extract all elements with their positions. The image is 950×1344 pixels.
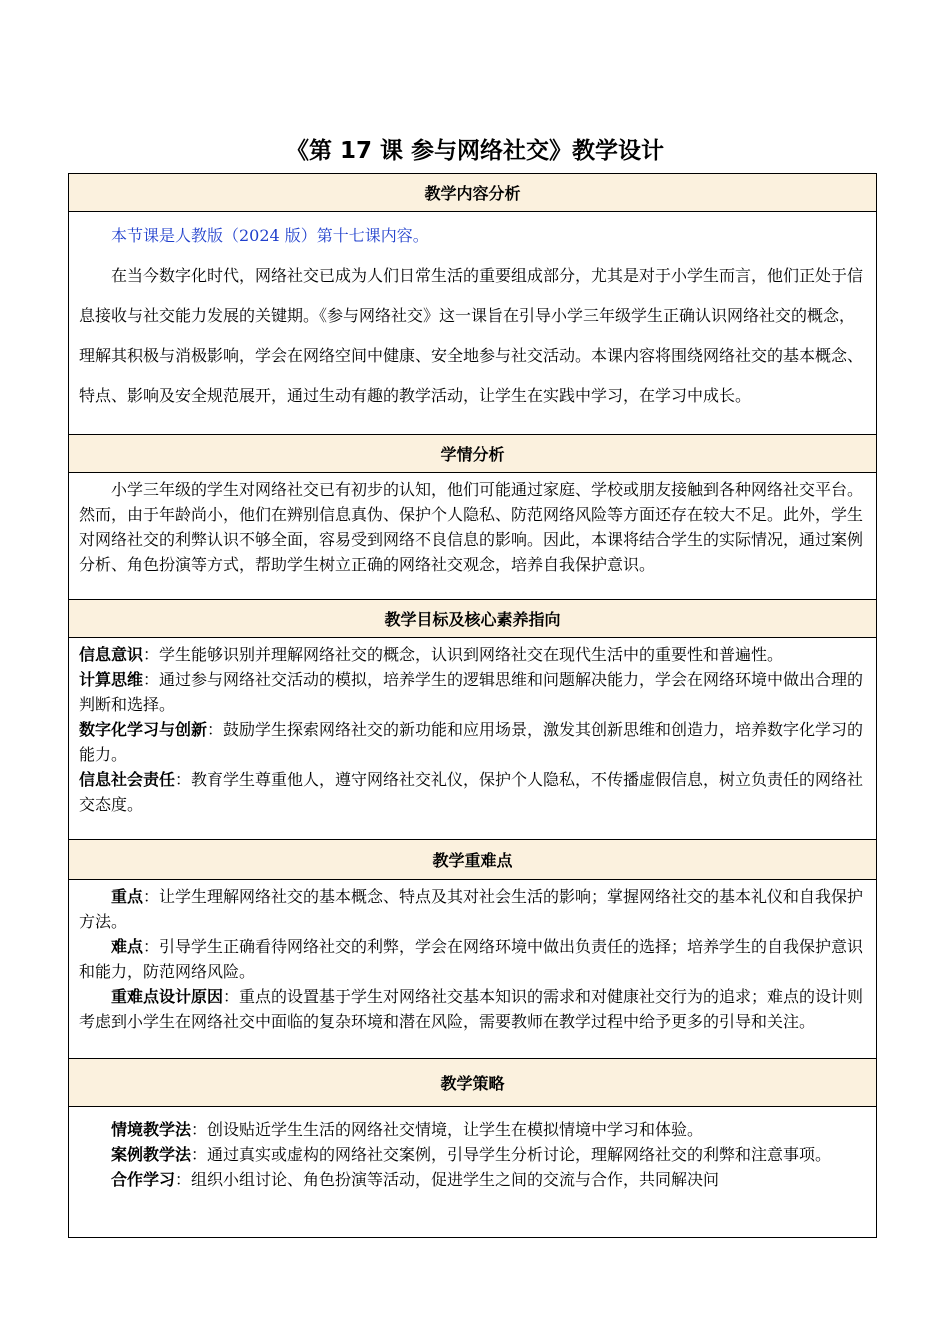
objective-item	[79, 767, 866, 817]
item-text: ：组织小组讨论、角色扮演等活动，促进学生之间的交流与合作，共同解决问	[175, 1170, 720, 1189]
objective-item	[79, 642, 866, 667]
paragraph: 在当今数字化时代，网络社交已成为人们日常生活的重要组成部分，尤其是对于小学生而言，他们正处于信息接收与社交能力发展的关键期。《参与网络社交》这一课旨在引导小学三年级学生正确认识网络社交的概念，理解其积极与消极影响，学会在网络空间中健康、安全地参与社交活动。本课内容将围绕网络社交的基本概念、特点、影响及安全规范展开，通过生动有趣的教学活动，让学生在实践中学习，在学习中成长。	[79, 266, 864, 405]
section-body-key-points	[69, 880, 877, 1059]
item-text: ：让学生理解网络社交的基本概念、特点及其对社会生活的影响；掌握网络社交的基本礼仪和自我保护方法。	[79, 887, 864, 931]
section-heading: 学情分析	[69, 435, 877, 473]
page-title: 《第 17 课 参与网络社交》教学设计	[285, 138, 665, 164]
key-point-item	[79, 984, 866, 1034]
item-label: 合作学习	[111, 1170, 176, 1189]
section-header-objectives	[69, 600, 877, 638]
item-label: 信息社会责任	[79, 770, 176, 789]
section-body-objectives	[69, 638, 877, 840]
item-label: 重难点设计原因	[111, 987, 224, 1006]
section-header-learner-analysis	[69, 435, 877, 473]
item-text: ：教育学生尊重他人，遵守网络社交礼仪，保护个人隐私，不传播虚假信息，树立负责任的网络社交态度。	[79, 770, 864, 814]
item-label: 信息意识	[79, 645, 144, 664]
section-heading: 教学内容分析	[69, 174, 877, 212]
item-text: ：鼓励学生探索网络社交的新功能和应用场景，激发其创新思维和创造力，培养数字化学习的能力。	[79, 720, 864, 764]
strategy-item	[79, 1117, 866, 1142]
item-text: ：重点的设置基于学生对网络社交基本知识的需求和对健康社交行为的追求；难点的设计则考虑到小学生在网络社交中面临的复杂环境和潜在风险，需要教师在教学过程中给予更多的引导和关注。	[79, 987, 864, 1031]
item-label: 情境教学法	[111, 1120, 192, 1139]
objective-item	[79, 717, 866, 767]
strategy-item	[79, 1167, 866, 1192]
section-heading: 教学目标及核心素养指向	[69, 600, 877, 638]
item-label: 案例教学法	[111, 1145, 192, 1164]
paragraph: 小学三年级的学生对网络社交已有初步的认知，他们可能通过家庭、学校或朋友接触到各种网络社交平台。然而，由于年龄尚小，他们在辨别信息真伪、保护个人隐私、防范网络风险等方面还存在较大不足。此外，学生对网络社交的利弊认识不够全面，容易受到网络不良信息的影响。因此，本课将结合学生的实际情况，通过案例分析、角色扮演等方式，帮助学生树立正确的网络社交观念，培养自我保护意识。	[79, 480, 864, 574]
paragraph: 本节课是人教版（2024 版）第十七课内容。	[111, 226, 429, 245]
lesson-plan-table	[68, 173, 877, 1238]
item-text: ：学生能够识别并理解网络社交的概念，认识到网络社交在现代生活中的重要性和普遍性。	[143, 645, 784, 664]
section-header-key-points	[69, 840, 877, 880]
section-body-strategies	[69, 1107, 877, 1238]
item-text: ：引导学生正确看待网络社交的利弊，学会在网络环境中做出负责任的选择；培养学生的自我保护意识和能力，防范网络风险。	[79, 937, 864, 981]
section-heading: 教学策略	[69, 1059, 877, 1107]
key-point-item	[79, 934, 866, 984]
item-text: ：创设贴近学生生活的网络社交情境，让学生在模拟情境中学习和体验。	[191, 1120, 704, 1139]
key-point-item	[79, 884, 866, 934]
item-label: 难点	[111, 937, 144, 956]
section-header-content-analysis	[69, 174, 877, 212]
section-body-learner-analysis	[69, 473, 877, 600]
item-label: 重点	[111, 887, 144, 906]
objective-item	[79, 667, 866, 717]
section-heading: 教学重难点	[69, 840, 877, 880]
item-label: 计算思维	[79, 670, 144, 689]
item-text: ：通过参与网络社交活动的模拟，培养学生的逻辑思维和问题解决能力，学会在网络环境中做出合理的判断和选择。	[79, 670, 864, 714]
item-text: ：通过真实或虚构的网络社交案例，引导学生分析讨论，理解网络社交的利弊和注意事项。	[191, 1145, 832, 1164]
section-header-strategies	[69, 1059, 877, 1107]
section-body-content-analysis	[69, 212, 877, 435]
strategy-item	[79, 1142, 866, 1167]
item-label: 数字化学习与创新	[79, 720, 208, 739]
